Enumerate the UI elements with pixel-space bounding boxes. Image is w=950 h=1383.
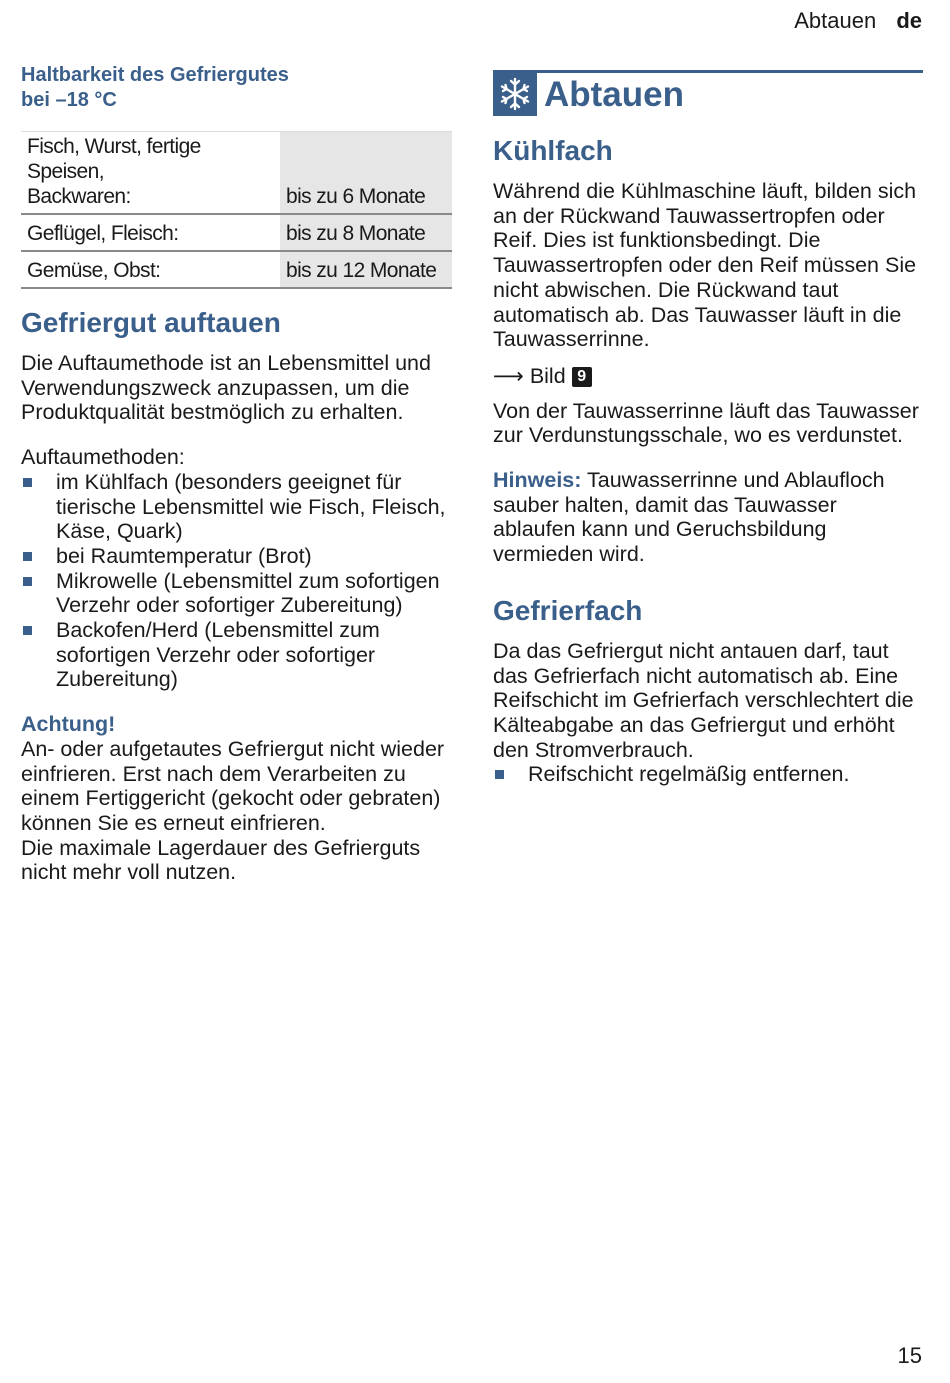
warning-title: Achtung! <box>21 712 116 737</box>
food-line: Backwaren: <box>27 185 131 208</box>
freezer-list <box>493 762 923 787</box>
thaw-intro: Die Auftaumethode ist an Lebensmittel und Verwendungszweck anzupassen, um die Produktqualität bestmöglich zu erhalten. <box>21 351 431 425</box>
warning-text: An- oder aufgetautes Gefriergut nicht wieder einfrieren. Erst nach dem Verarbeiten zu einem Fertiggericht (gekocht oder gebraten) können Sie es erneut einfrieren. <box>21 736 445 835</box>
storage-table <box>21 131 452 289</box>
section-title <box>493 70 923 117</box>
list-item <box>21 544 453 569</box>
list-item <box>493 762 923 787</box>
arrow-right-icon: ⟶ <box>493 363 524 388</box>
header-language: de <box>896 8 922 33</box>
list-item-text: bei Raumtemperatur (Brot) <box>56 543 312 568</box>
fridge-text: Während die Kühlmaschine läuft, bilden sich an der Rückwand Tauwassertropfen oder Reif. Dies ist funktionsbedingt. Die Tauwassertropfen oder den Reif müssen Sie nicht abwischen. Die Rückwand taut automatisch ab. Das Tauwasser läuft in die Tauwasserrinne. <box>493 179 917 352</box>
warning-text: Die maximale Lagerdauer des Gefrierguts nicht mehr voll nutzen. <box>21 835 421 885</box>
bullet-square-icon <box>23 552 32 561</box>
figure-ref-label: Bild <box>529 363 566 388</box>
food-line: Fisch, Wurst, fertige Speisen, <box>27 135 201 183</box>
hint-label: Hinweis: <box>493 468 582 493</box>
table-cell-food: Gemüse, Obst: <box>21 251 280 288</box>
list-item-text: Reifschicht regelmäßig entfernen. <box>528 762 850 787</box>
snowflake-icon <box>493 72 537 116</box>
freezer-text: Da das Gefriergut nicht antauen darf, taut das Gefrierfach nicht automatisch ab. Eine Reifschicht im Gefrierfach verschlechtert die Kälteabgabe an das Gefriergut und erhöht den Stromverbrauch. <box>493 638 914 762</box>
table-cell-food: Geflügel, Fleisch: <box>21 214 280 251</box>
table-row <box>21 251 452 288</box>
table-row <box>21 132 452 215</box>
page-number: 15 <box>897 1343 922 1368</box>
list-item <box>21 569 453 618</box>
thaw-heading: Gefriergut auftauen <box>21 307 281 338</box>
storage-table-title <box>21 63 453 113</box>
table-cell-duration: bis zu 6 Monate <box>280 132 452 215</box>
bullet-square-icon <box>495 770 504 779</box>
header-section-title: Abtauen <box>794 8 877 33</box>
figure-reference <box>493 364 923 389</box>
methods-list <box>21 470 453 692</box>
left-column <box>21 60 453 885</box>
bullet-square-icon <box>23 626 32 635</box>
methods-label: Auftaumethoden: <box>21 445 185 470</box>
bullet-square-icon <box>23 577 32 586</box>
list-item <box>21 618 453 692</box>
figure-number-badge: 9 <box>572 367 592 387</box>
list-item-text: Backofen/Herd (Lebensmittel zum sofortigen Verzehr oder sofortiger Zubereitung) <box>56 618 380 692</box>
table-cell-duration: bis zu 12 Monate <box>280 251 452 288</box>
table-cell-food <box>21 132 280 215</box>
list-item-text: Mikrowelle (Lebensmittel zum sofortigen Verzehr oder sofortiger Zubereitung) <box>56 568 440 618</box>
fridge-text-2: Von der Tauwasserrinne läuft das Tauwasser zur Verdunstungsschale, wo es verdunstet. <box>493 398 919 448</box>
freezer-heading: Gefrierfach <box>493 594 643 626</box>
table-cell-duration: bis zu 8 Monate <box>280 214 452 251</box>
storage-table-title-line: Haltbarkeit des Gefriergutes <box>21 64 289 86</box>
right-column <box>493 60 923 787</box>
list-item-text: im Kühlfach (besonders geeignet für tierische Lebensmittel wie Fisch, Fleisch, Käse, Quark) <box>56 469 446 544</box>
page-header <box>794 8 922 34</box>
table-row <box>21 214 452 251</box>
snowflake-icon-graphic <box>497 76 533 112</box>
section-title-text: Abtauen <box>544 75 684 114</box>
fridge-heading: Kühlfach <box>493 135 613 166</box>
hint-text: Tauwasserrinne und Ablaufloch sauber halten, damit das Tauwasser ablaufen kann und Geruchsbildung vermieden wird. <box>493 468 885 567</box>
list-item <box>21 470 453 544</box>
hint-paragraph <box>493 468 923 567</box>
storage-table-title-line: bei –18 °C <box>21 89 117 111</box>
bullet-square-icon <box>23 478 32 487</box>
